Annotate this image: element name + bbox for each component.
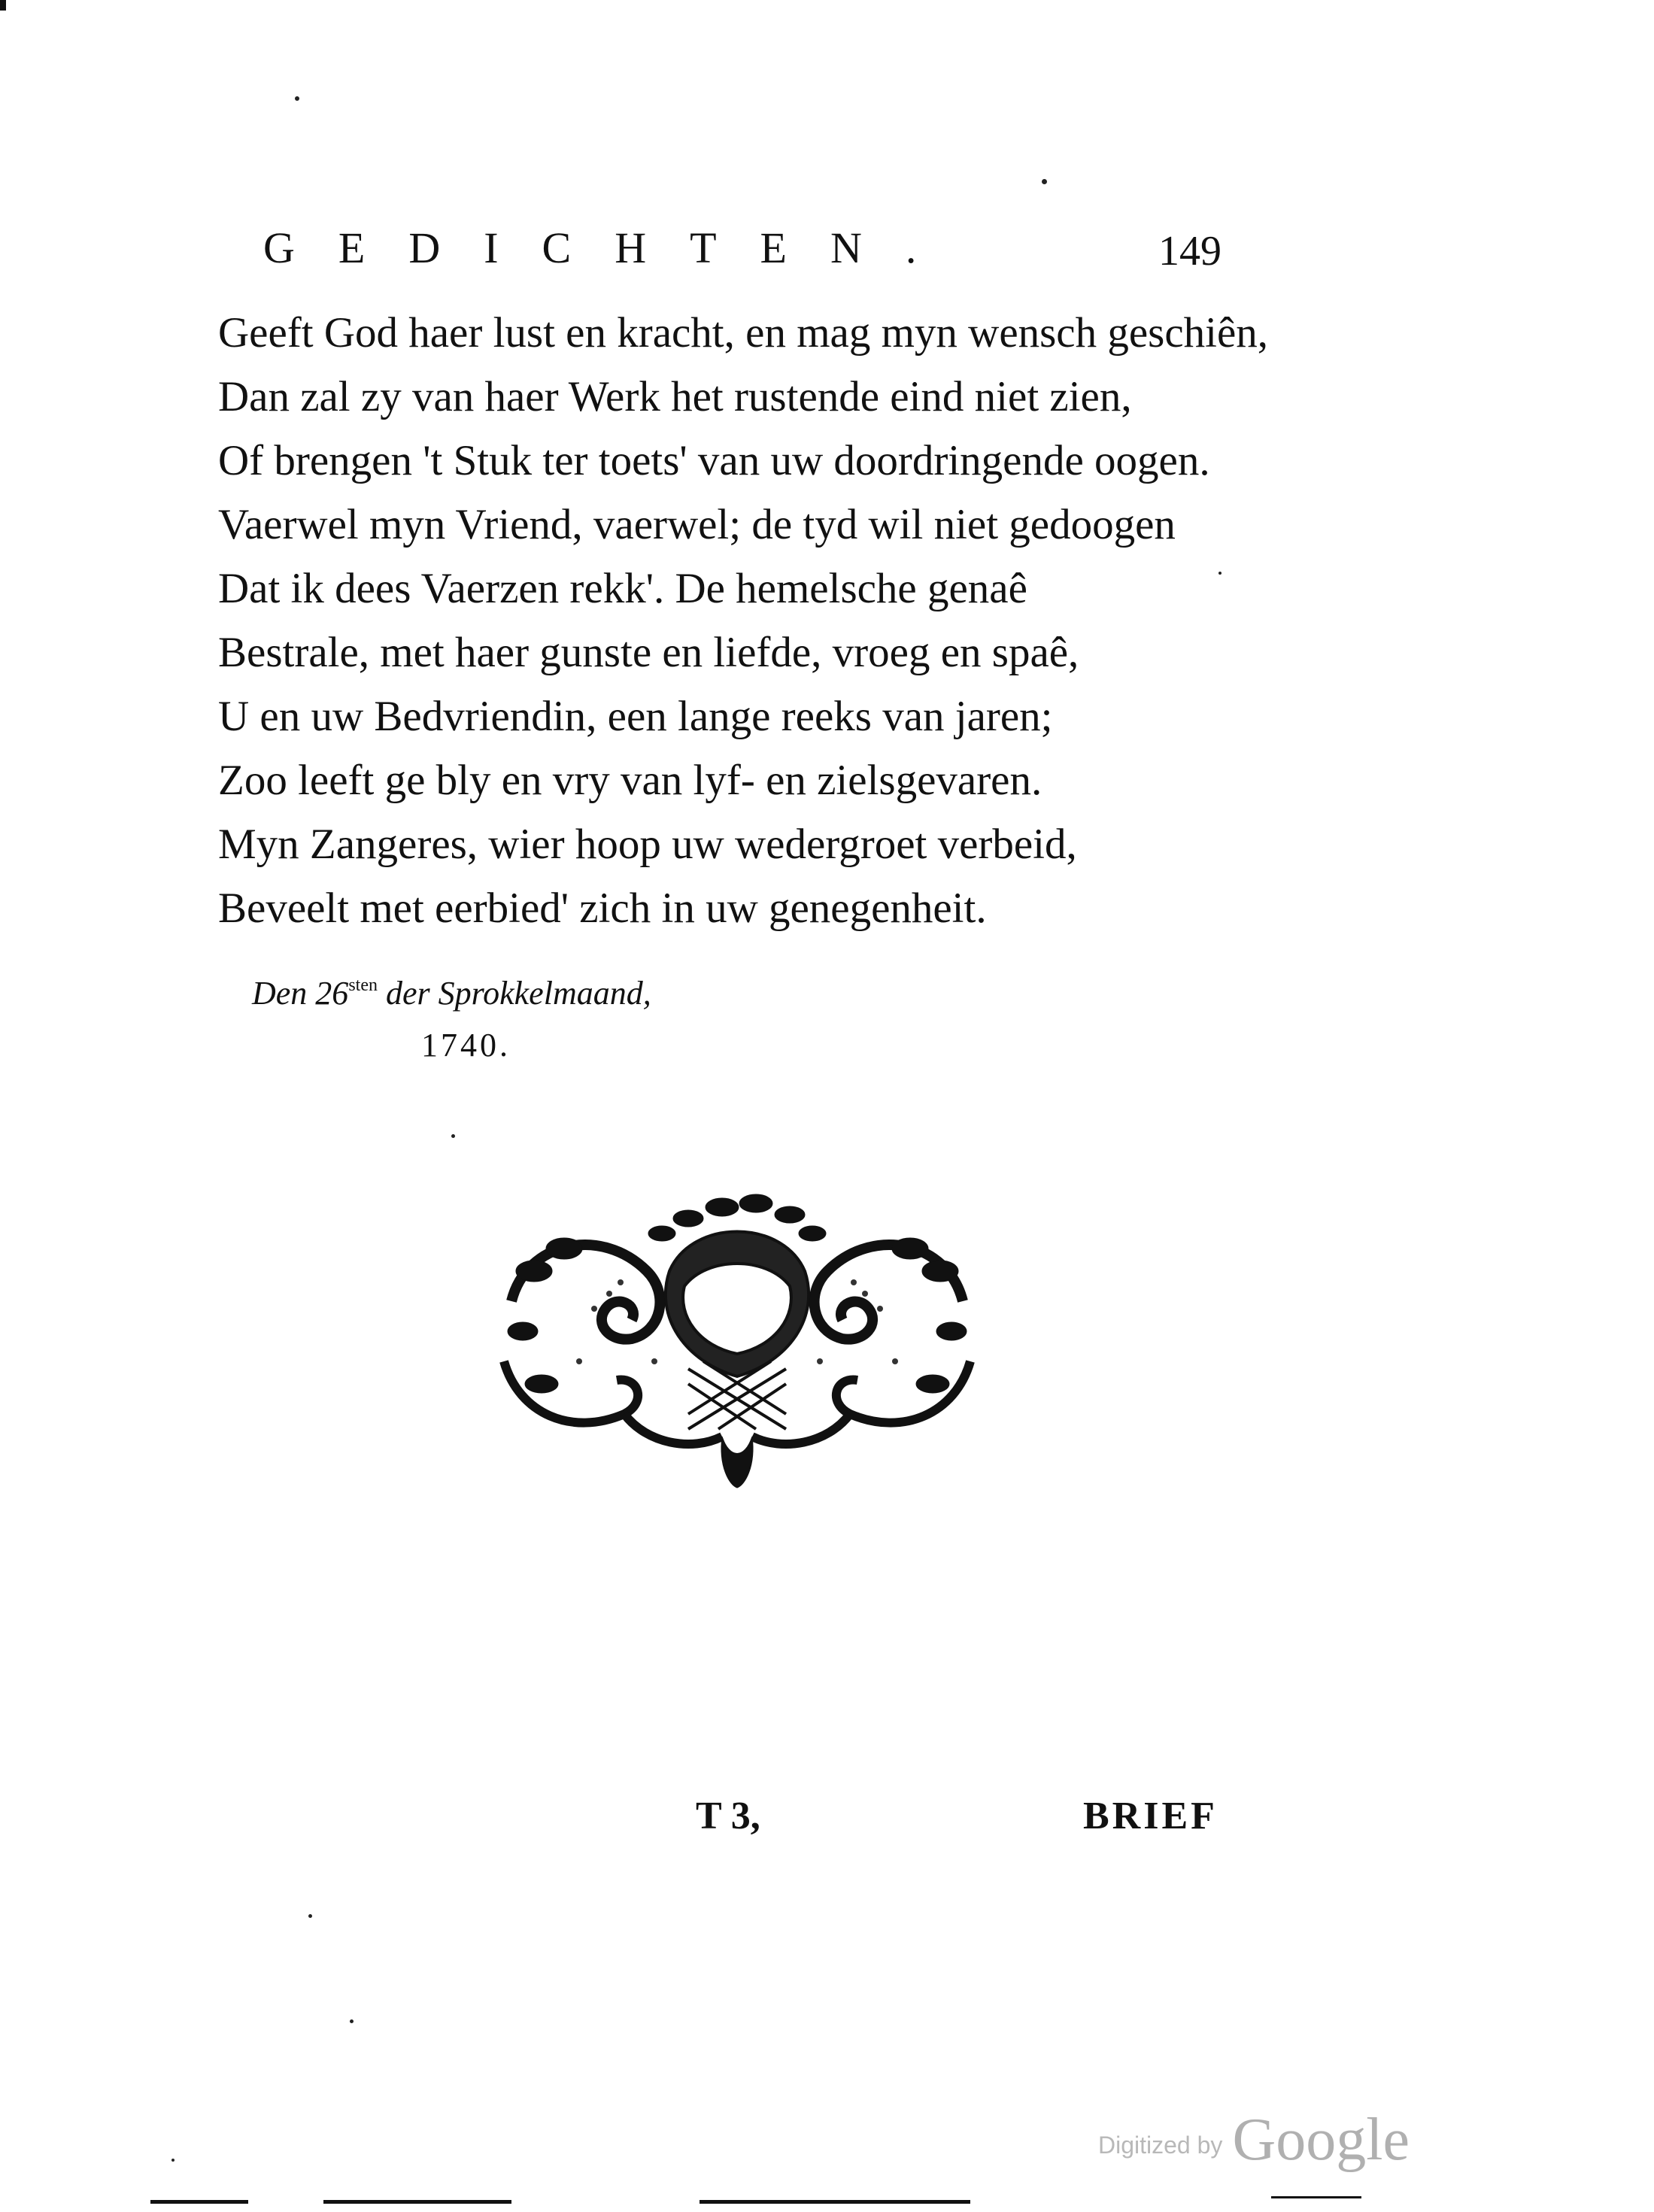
poem-line: Dat ik dees Vaerzen rekk'. De hemelsche genaê (218, 565, 1027, 612)
edge-rule (323, 2200, 511, 2204)
date-superscript: sten (348, 976, 378, 995)
poem-line: Vaerwel myn Vriend, vaerwel; de tyd wil niet gedoogen (218, 501, 1176, 548)
poem-text (218, 301, 1271, 940)
running-head (263, 218, 1241, 278)
scan-speck (308, 1914, 312, 1918)
edge-rule (150, 2200, 248, 2204)
edge-rule (1271, 2196, 1361, 2198)
poem-line: Of brengen 't Stuk ter toets' van uw doordringende oogen. (218, 437, 1210, 484)
poem-line: Beveelt met eerbied' zich in uw genegenheit. (218, 884, 987, 932)
page-number: 149 (1158, 228, 1222, 275)
poem-line: Geeft God haer lust en kracht, en mag myn wensch geschiên, (218, 309, 1269, 357)
poem-line: Myn Zangeres, wier hoop uw wedergroet verbeid, (218, 821, 1077, 868)
poem-line: U en uw Bedvriendin, een lange reeks van jaren; (218, 693, 1053, 740)
dateline (252, 963, 651, 1016)
scan-speck (451, 1134, 455, 1138)
poem-line: Dan zal zy van haer Werk het rustende eind niet zien, (218, 373, 1132, 420)
scan-speck (295, 96, 299, 101)
watermark-brand: Google (1232, 2107, 1410, 2173)
date-suffix: der Sprokkelmaand, (385, 975, 651, 1012)
watermark-prefix: Digitized by (1098, 2132, 1223, 2159)
poem-line: Bestrale, met haer gunste en liefde, vroeg en spaê, (218, 629, 1079, 676)
running-title: GEDICHTEN. (263, 223, 961, 272)
catchword: BRIEF (1083, 1795, 1218, 1837)
scan-speck (1218, 572, 1222, 575)
printers-ornament-icon (496, 1188, 978, 1489)
digitized-watermark (1098, 2106, 1410, 2174)
edge-rule (700, 2200, 970, 2204)
date-prefix: Den 26 (252, 975, 349, 1012)
scan-speck (350, 2019, 354, 2023)
date-year: 1740. (421, 1027, 511, 1064)
scan-speck (171, 2159, 175, 2162)
edge-rule (0, 0, 6, 11)
poem-line: Zoo leeft ge bly en vry van lyf- en zielsgevaren. (218, 757, 1042, 804)
signature-mark: T 3, (696, 1795, 760, 1837)
scan-speck (1042, 179, 1047, 184)
